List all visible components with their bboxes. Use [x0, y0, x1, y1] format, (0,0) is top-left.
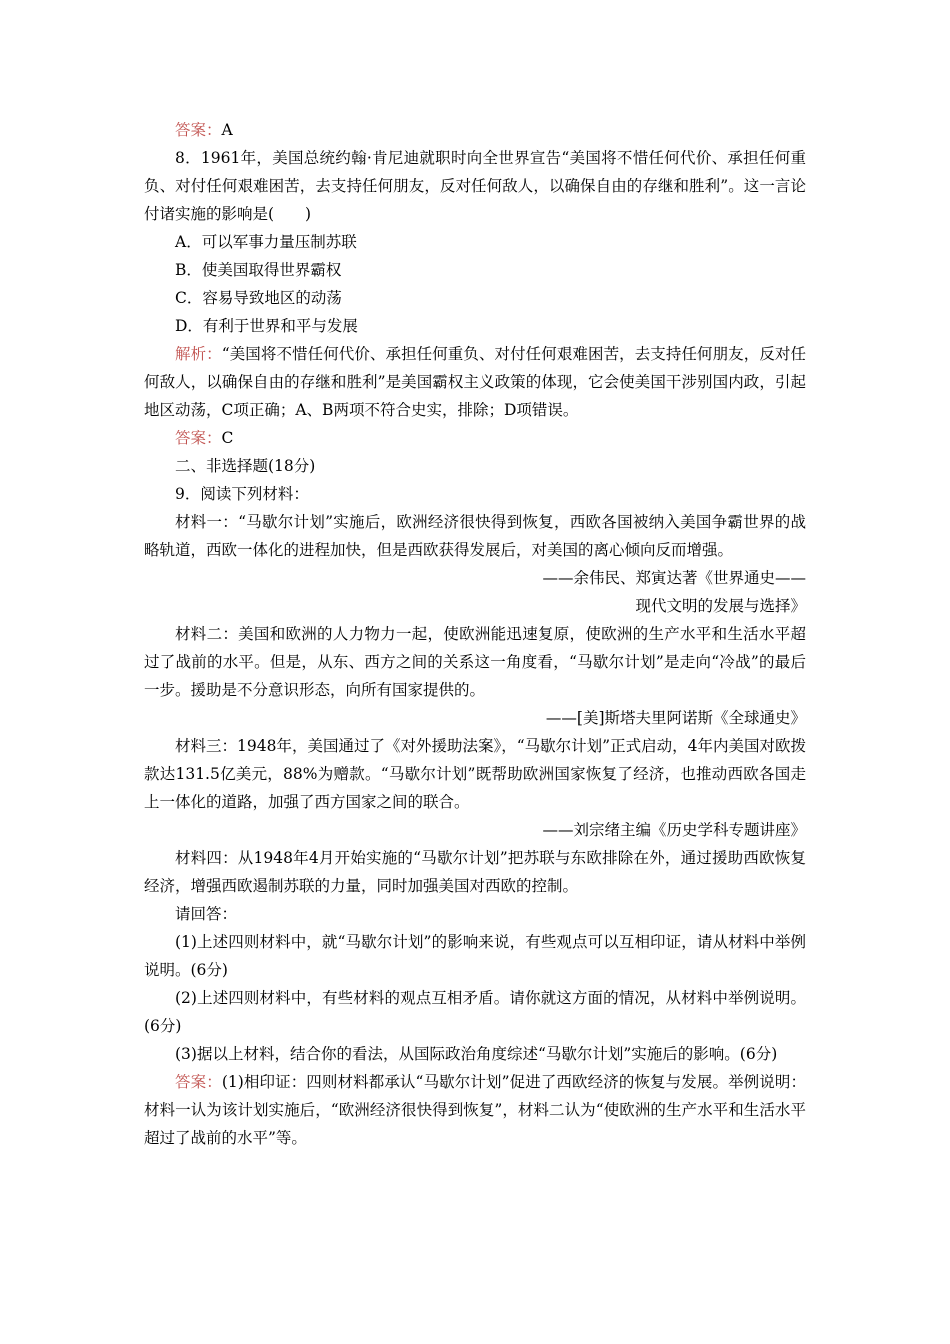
option-a: A．可以军事力量压制苏联 — [175, 233, 357, 251]
sub-question-3: (3)据以上材料，结合你的看法，从国际政治角度综述“马歇尔计划”实施后的影响。(6分) — [175, 1045, 778, 1063]
option-b: B．使美国取得世界霸权 — [175, 261, 342, 279]
answer-label: 答案： — [175, 121, 222, 139]
analysis-label: 解析： — [175, 345, 222, 363]
sub-question-2: (2)上述四则材料中，有些材料的观点互相矛盾。请你就这方面的情况，从材料中举例说明。(6分) — [144, 989, 806, 1035]
answer-prompt: 请回答： — [175, 905, 238, 923]
question-9-stem: 9．阅读下列材料： — [175, 485, 309, 503]
answer-text: (1)相印证：四则材料都承认“马歇尔计划”促进了西欧经济的恢复与发展。举例说明：材料一认为该计划实施后，“欧洲经济很快得到恢复”，材料二认为“使欧洲的生产水平和生活水平超过了战前的水平”等。 — [144, 1073, 806, 1147]
material-1-source-line2: 现代文明的发展与选择》 — [635, 597, 806, 615]
answer-label: 答案： — [175, 429, 222, 447]
answer-label: 答案： — [175, 1073, 222, 1091]
answer-value: A — [221, 121, 233, 139]
analysis-8 — [144, 340, 806, 424]
material-2-source: ——[美]斯塔夫里阿诺斯《全球通史》 — [545, 709, 806, 727]
answer-8 — [144, 424, 806, 452]
answer-9 — [144, 1068, 806, 1152]
option-d: D．有利于世界和平与发展 — [175, 317, 358, 335]
material-1-source-line1: ——余伟民、郑寅达著《世界通史—— — [542, 569, 806, 587]
document-page — [144, 116, 806, 1152]
material-3-source: ——刘宗绪主编《历史学科专题讲座》 — [542, 821, 806, 839]
sub-question-1: (1)上述四则材料中，就“马歇尔计划”的影响来说，有些观点可以互相印证，请从材料中举例说明。(6分) — [144, 933, 806, 979]
material-4: 材料四：从1948年4月开始实施的“马歇尔计划”把苏联与东欧排除在外，通过援助西欧恢复经济，增强西欧遏制苏联的力量，同时加强美国对西欧的控制。 — [144, 849, 806, 895]
material-1: 材料一：“马歇尔计划”实施后，欧洲经济很快得到恢复，西欧各国被纳入美国争霸世界的战略轨道，西欧一体化的进程加快，但是西欧获得发展后，对美国的离心倾向反而增强。 — [144, 513, 806, 559]
question-8-stem: 8．1961年，美国总统约翰·肯尼迪就职时向全世界宣告“美国将不惜任何代价、承担任何重负、对付任何艰难困苦，去支持任何朋友，反对任何敌人，以确保自由的存继和胜利”。这一言论付诸实施的影响是( ) — [144, 149, 806, 223]
answer-value: C — [221, 429, 234, 447]
option-c: C．容易导致地区的动荡 — [175, 289, 342, 307]
section-heading: 二、非选择题(18分) — [175, 457, 316, 475]
analysis-text: “美国将不惜任何代价、承担任何重负、对付任何艰难困苦，去支持任何朋友，反对任何敌人，以确保自由的存继和胜利”是美国霸权主义政策的体现，它会使美国干涉别国内政，引起地区动荡，C项正确；A、B两项不符合史实，排除；D项错误。 — [144, 345, 806, 419]
material-2: 材料二：美国和欧洲的人力物力一起，使欧洲能迅速复原，使欧洲的生产水平和生活水平超过了战前的水平。但是，从东、西方之间的关系这一角度看，“马歇尔计划”是走向“冷战”的最后一步。援助是不分意识形态，向所有国家提供的。 — [144, 625, 806, 699]
material-3: 材料三：1948年，美国通过了《对外援助法案》，“马歇尔计划”正式启动，4年内美国对欧拨款达131.5亿美元，88%为赠款。“马歇尔计划”既帮助欧洲国家恢复了经济，也推动西欧各国走上一体化的道路，加强了西方国家之间的联合。 — [144, 737, 806, 811]
answer-7 — [144, 116, 806, 144]
